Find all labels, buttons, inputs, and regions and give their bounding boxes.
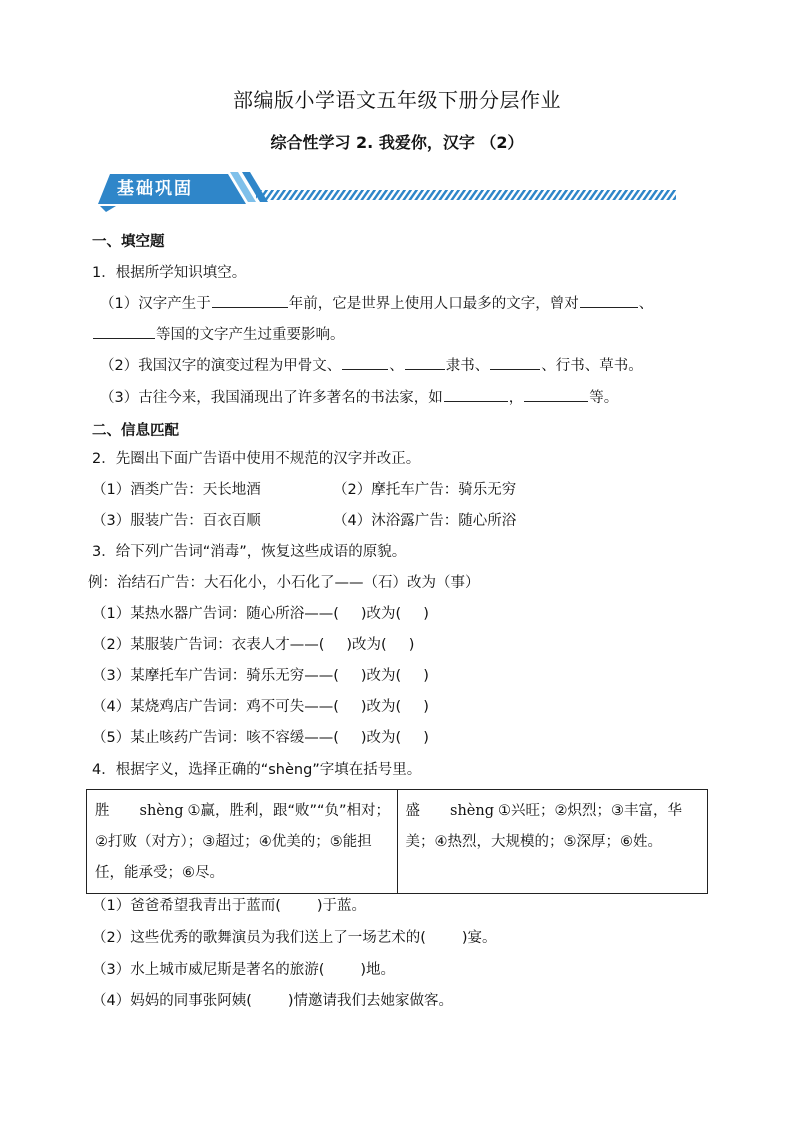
q4-item-2: （2）这些优秀的歌舞演员为我们送上了一场艺术的( )宴。 — [92, 930, 497, 946]
char-sheng-victory: 胜 — [95, 803, 110, 819]
section1-heading: 一、填空题 — [92, 234, 165, 250]
page-title: 部编版小学语文五年级下册分层作业 — [233, 88, 561, 112]
blank-country-2[interactable] — [93, 324, 155, 339]
blank-years[interactable] — [212, 293, 288, 308]
q2-item-1: （1）酒类广告：天长地酒 — [92, 482, 261, 498]
q3-item-3: （3）某摩托车广告词：骑乐无穷——( )改为( ) — [92, 668, 429, 684]
char-sheng-flourish: 盛 — [405, 803, 420, 819]
q4-stem: 4．根据字义，选择正确的“shèng”字填在括号里。 — [92, 762, 422, 778]
q1-1-line: （1）汉字产生于 年前，它是世界上使用人口最多的文字，曾对 、 — [100, 292, 653, 313]
lesson-subtitle: 综合性学习 2. 我爱你，汉字 （2） — [270, 133, 524, 152]
q1-1-continued: 等国的文字产生过重要影响。 — [92, 323, 345, 344]
blank-script-1[interactable] — [342, 355, 388, 370]
section2-heading: 二、信息匹配 — [92, 423, 179, 439]
q1-stem: 1．根据所学知识填空。 — [92, 265, 247, 281]
banner-label: 基础巩固 — [117, 179, 193, 199]
sheng-flourish-meanings: ①兴旺；②炽烈；③丰富，华美；④热烈，大规模的；⑤深厚；⑥姓。 — [405, 803, 682, 850]
blank-country-1[interactable] — [580, 293, 638, 308]
q2-item-2: （2）摩托车广告：骑乐无穷 — [333, 482, 517, 498]
blank-script-3[interactable] — [490, 355, 540, 370]
sheng-victory-meanings: ①赢，胜利，跟“败”“负”相对；②打败（对方）；③超过；④优美的；⑤能担任，能承受；⑥尽。 — [95, 803, 391, 881]
q3-item-1: （1）某热水器广告词：随心所浴——( )改为( ) — [92, 606, 429, 622]
q1-3-line: （3）古往今来，我国涌现出了许多著名的书法家，如 ， 等。 — [100, 386, 618, 407]
blank-calligrapher-1[interactable] — [444, 387, 508, 402]
pinyin-sheng-left: shèng — [139, 803, 184, 819]
sheng-flourish-cell — [397, 790, 708, 894]
shengs-reference-table — [86, 789, 708, 894]
q2-item-4: （4）沐浴露广告：随心所浴 — [333, 513, 517, 529]
q3-item-5: （5）某止咳药广告词：咳不容缓——( )改为( ) — [92, 730, 429, 746]
q4-item-1: （1）爸爸希望我青出于蓝而( )于蓝。 — [92, 898, 367, 914]
q3-example: 例：治结石广告：大石化小，小石化了——（石）改为（事） — [88, 575, 480, 591]
q4-item-4: （4）妈妈的同事张阿姨( )情邀请我们去她家做客。 — [92, 993, 454, 1009]
q3-item-2: （2）某服装广告词：衣表人才——( )改为( ) — [92, 637, 415, 653]
q2-row-1 — [92, 478, 261, 499]
banner-shadow — [100, 206, 116, 212]
q1-2-line: （2）我国汉字的演变过程为甲骨文、 、 隶书、 、行书、草书。 — [100, 354, 643, 375]
q4-item-3: （3）水上城市威尼斯是著名的旅游( )地。 — [92, 962, 396, 978]
q2-stem: 2．先圈出下面广告语中使用不规范的汉字并改正。 — [92, 451, 421, 467]
pinyin-sheng-right: shèng — [450, 803, 494, 819]
q3-item-4: （4）某烧鸡店广告词：鸡不可失——( )改为( ) — [92, 699, 429, 715]
sheng-victory-cell — [87, 790, 398, 894]
q2-item-3: （3）服装广告：百衣百顺 — [92, 513, 261, 529]
q3-stem: 3．给下列广告词“消毒”，恢复这些成语的原貌。 — [92, 544, 407, 560]
blank-script-2[interactable] — [405, 355, 445, 370]
banner-hatch-bar — [256, 190, 676, 200]
blank-calligrapher-2[interactable] — [524, 387, 588, 402]
